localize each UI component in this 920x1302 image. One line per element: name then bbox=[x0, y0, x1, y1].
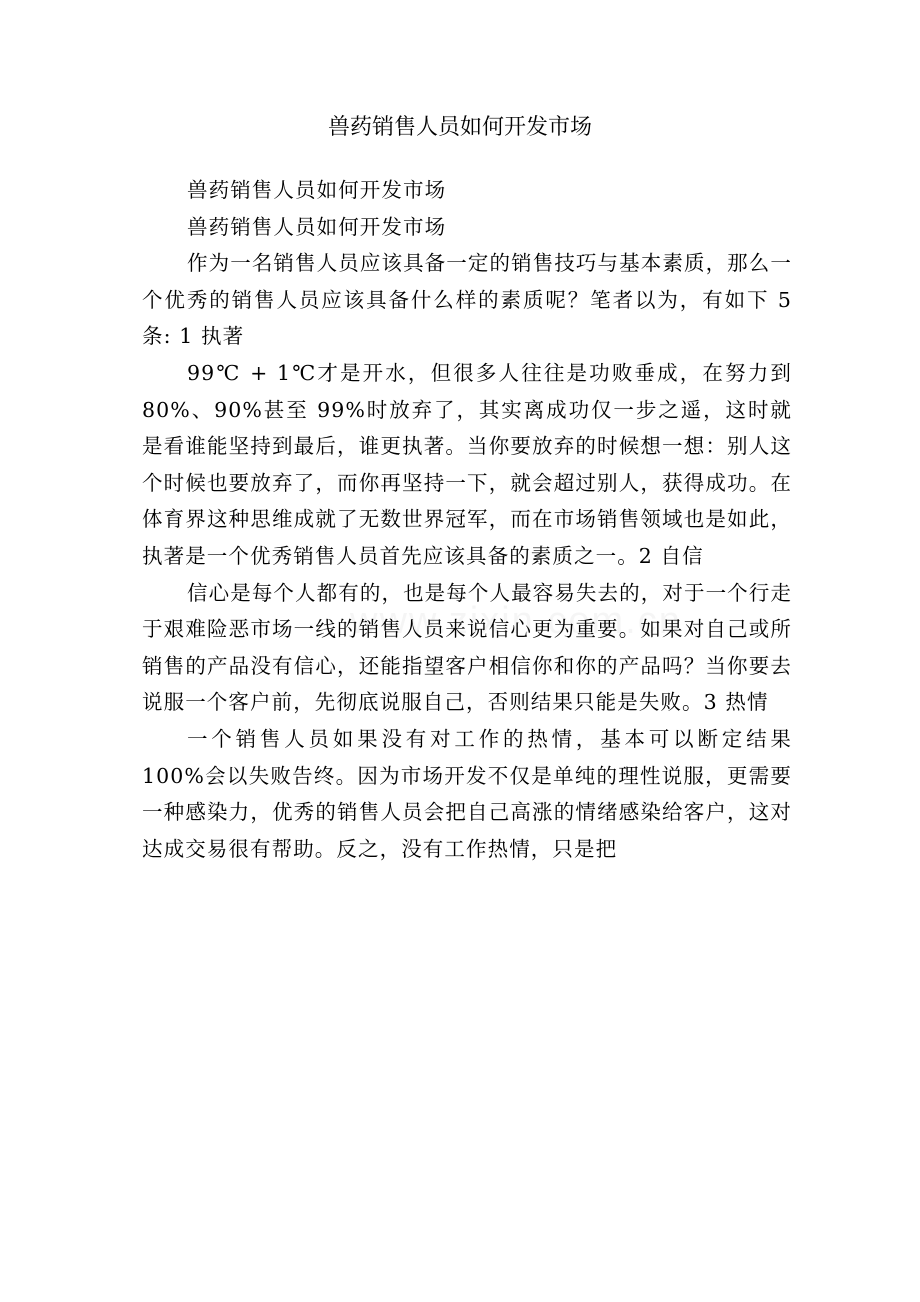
document-body bbox=[142, 172, 792, 867]
document-title: 兽药销售人员如何开发市场 bbox=[327, 115, 592, 140]
subtitle-line: 兽药销售人员如何开发市场 bbox=[187, 178, 447, 202]
body-paragraph: 一个销售人员如果没有对工作的热情，基本可以断定结果 100%会以失败告终。因为市场开发不仅是单纯的理性说服，更需要一种感染力，优秀的销售人员会把自己高涨的情绪感染给客户，这对达成交易很有帮助。反之，没有工作热情，只是把 bbox=[142, 726, 792, 861]
subtitle-line: 兽药销售人员如何开发市场 bbox=[187, 214, 447, 239]
body-paragraph: 信心是每个人都有的，也是每个人最容易失去的，对于一个行走于艰难险恶市场一线的销售人员来说信心更为重要。如果对自己或所销售的产品没有信心，还能指望客户相信你和你的产品吗？当你要去说服一个客户前，先彻底说服自己，否则结果只能是失败。3 热情 bbox=[142, 580, 792, 715]
body-paragraph: 99℃ + 1℃才是开水，但很多人往往是功败垂成，在努力到 80%、90%甚至 99%时放弃了，其实离成功仅一步之遥，这时就是看谁能坚持到最后，谁更执著。当你要放弃的时候想一想：别人这个时候也要放弃了，而你再坚持一下，就会超过别人，获得成功。在体育界这种思维成就了无数世界冠军，而在市场销售领域也是如此，执著是一个优秀销售人员首先应该具备的素质之一。2 自信 bbox=[142, 360, 792, 568]
body-paragraph: 作为一名销售人员应该具备一定的销售技巧与基本素质，那么一个优秀的销售人员应该具备什么样的素质呢？笔者以为，有如下 5 条: 1 执著 bbox=[142, 251, 792, 349]
